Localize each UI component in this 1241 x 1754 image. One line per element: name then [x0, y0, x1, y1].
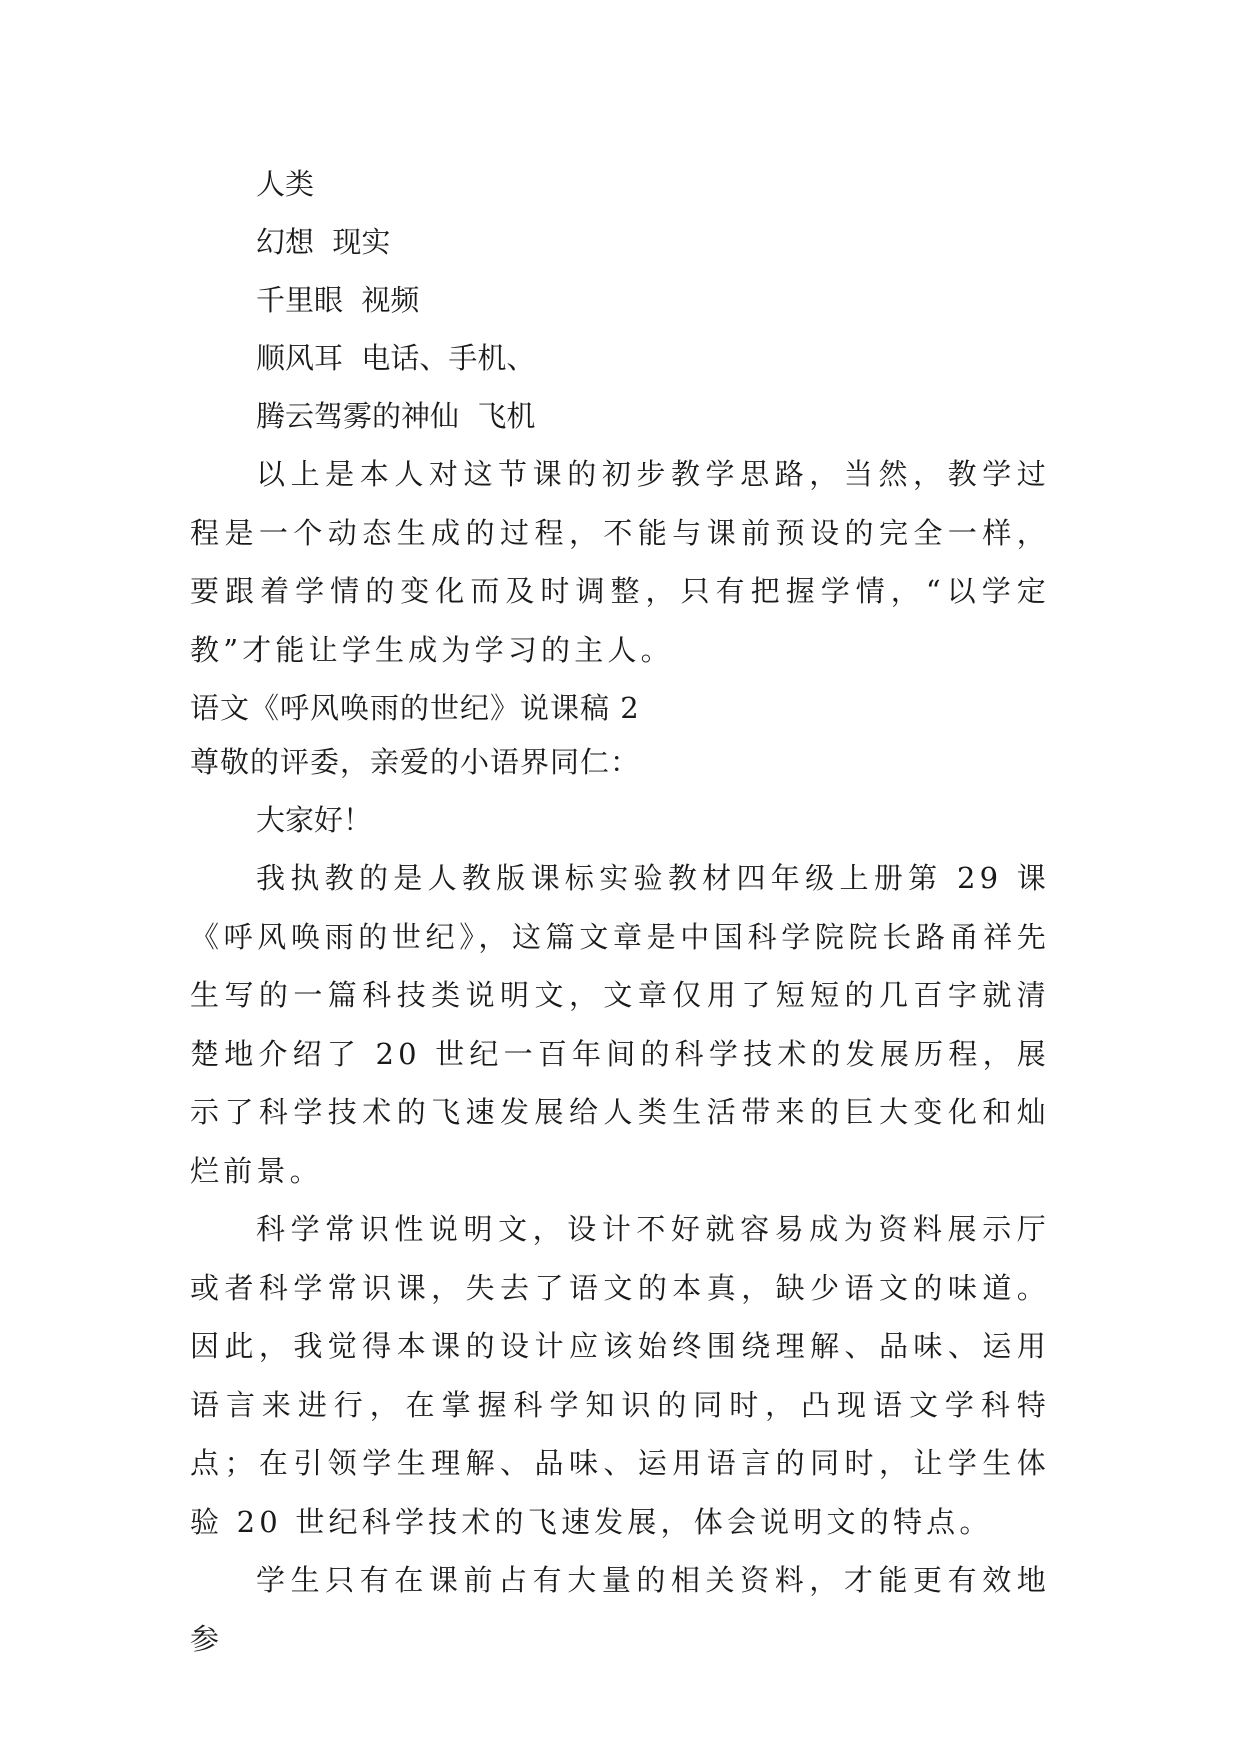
design-paragraph: 科学常识性说明文，设计不好就容易成为资料展示厅或者科学常识课，失去了语文的本真，缺少语文的味道。因此，我觉得本课的设计应该始终围绕理解、品味、运用语言来进行，在掌握科学知识的同时，凸现语文学科特点；在引领学生理解、品味、运用语言的同时，让学生体验 20 世纪科学技术的飞速发展，体会说明文的特点。 [190, 1212, 1050, 1539]
intro-paragraph: 我执教的是人教版课标实验教材四年级上册第 29 课《呼风唤雨的世纪》，这篇文章是中国科学院院长路甬祥先生写的一篇科技类说明文，文章仅用了短短的几百字就清楚地介绍了 20 世纪一百年间的科学技术的发展历程，展示了科学技术的飞速发展给人类生活带来的巨大变化和灿烂前景。 [190, 861, 1050, 1188]
greeting: 大家好！ [256, 803, 373, 837]
document-body [190, 155, 1050, 1668]
last-paragraph: 学生只有在课前占有大量的相关资料，才能更有效地参 [190, 1563, 1050, 1656]
list-line-fantasy-reality: 幻想 现实 [256, 225, 391, 259]
list-line-humans: 人类 [256, 167, 315, 201]
summary-paragraph: 以上是本人对这节课的初步教学思路，当然，教学过程是一个动态生成的过程，不能与课前预设的完全一样，要跟着学情的变化而及时调整，只有把握学情，“以学定教”才能让学生成为学习的主人。 [190, 457, 1050, 667]
list-line-clairaudience-phone: 顺风耳 电话、手机、 [256, 341, 536, 375]
list-line-clairvoyance-video: 千里眼 视频 [256, 283, 420, 317]
salutation: 尊敬的评委，亲爱的小语界同仁： [190, 745, 641, 779]
list-line-immortals-airplane: 腾云驾雾的神仙 飞机 [256, 399, 536, 433]
section-title: 语文《呼风唤雨的世纪》说课稿 2 [190, 691, 640, 725]
